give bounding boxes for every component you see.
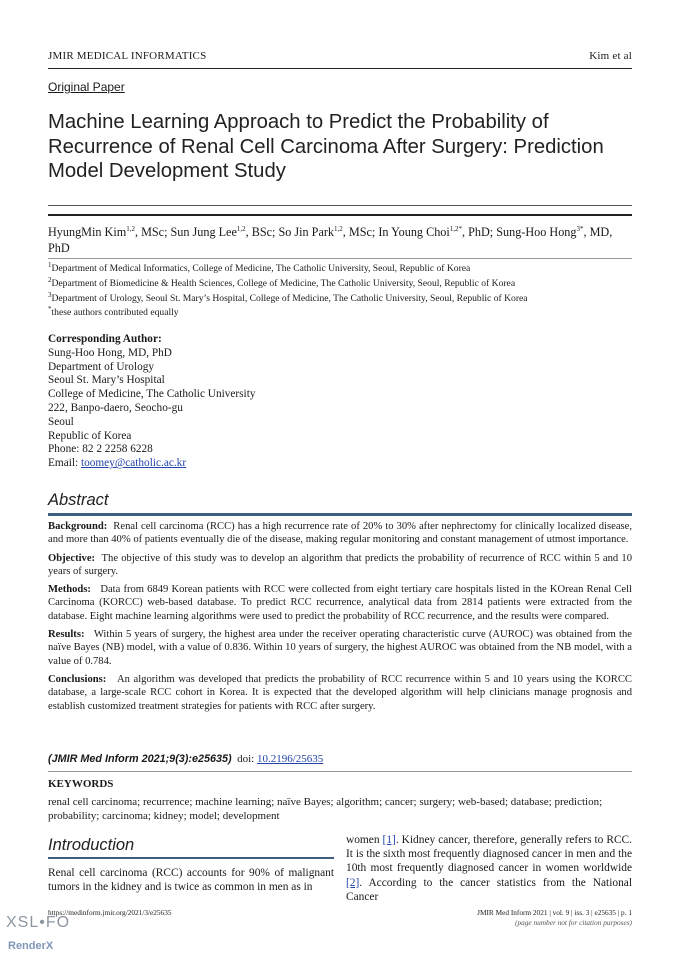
corresponding-author [48, 333, 255, 471]
renderx-watermark: RenderX [8, 940, 54, 952]
abstract-results: Results: Within 5 years of surgery, the highest area under the receiver operating characteristic curve (AUROC) was obtained from the naïve Bayes (NB) model, with a value of 0.836. Within 10 years of surgery, the highest AUROC was obtained from the NB model, with a value of 0.784. [48, 629, 632, 667]
corr-line: Sung-Hoo Hong, MD, PhD [48, 346, 172, 359]
reference-link[interactable]: [1] [382, 834, 396, 846]
abstract-background: Background: Renal cell carcinoma (RCC) has a high recurrence rate of 20% to 30% after nephrectomy for clinically localized disease, and more than 40% of patients eventually die of the disease, making regular monitoring and constant management of utmost importance. [48, 521, 632, 546]
intro-left-column: Renal cell carcinoma (RCC) accounts for 90% of malignant tumors in the kidney and is twice as common in men as in [48, 867, 334, 894]
author-list [48, 225, 634, 256]
article-type: Original Paper [48, 80, 125, 94]
affiliation: $^3$Department of Urology, Seoul St. Mary’s Hospital, College of Medicine, The Catholic University, Seoul, Republic of Korea [48, 290, 528, 304]
abstract-rule [48, 513, 632, 516]
corr-email-line: Email: toomey@catholic.ac.kr [48, 457, 187, 470]
corr-line: College of Medicine, The Catholic University [48, 388, 256, 401]
author: So Jin Park$^{1,2}$, MSc; [278, 224, 379, 239]
footer-note: (page number not for citation purposes) [515, 918, 632, 927]
title-rule-thin [48, 205, 632, 206]
header-rule [48, 68, 632, 69]
author-rule [48, 258, 632, 259]
citation-ref: (JMIR Med Inform 2021;9(3):e25635) [48, 753, 232, 765]
keywords-text: renal cell carcinoma; recurrence; machine learning; naïve Bayes; algorithm; cancer; surgery; web-based; database; prediction; probability; carcinoma; kidney; model; development [48, 796, 603, 822]
corresponding-heading: Corresponding Author: [48, 333, 162, 345]
affiliation: $^1$Department of Medical Informatics, College of Medicine, The Catholic University, Seoul, Republic of Korea [48, 260, 471, 274]
running-author: Kim et al [589, 50, 632, 62]
abstract-body [48, 520, 632, 718]
corr-line: Seoul St. Mary’s Hospital [48, 374, 165, 387]
author: Sun Jung Lee$^{1,2}$, BSc; [170, 224, 279, 239]
footer-pageinfo: JMIR Med Inform 2021 | vol. 9 | iss. 3 | e25635 | p. 1 [477, 908, 632, 917]
corr-line: Republic of Korea [48, 429, 132, 442]
footer-url: https://medinform.jmir.org/2021/3/e25635 [48, 908, 172, 917]
corr-line: 222, Banpo-daero, Seocho-gu [48, 401, 183, 414]
introduction-rule [48, 857, 334, 859]
abstract-heading: Abstract [48, 491, 109, 509]
citation: (JMIR Med Inform 2021;9(3):e25635) doi: 10.2196/25635 [48, 753, 324, 765]
abstract-conclusions: Conclusions: An algorithm was developed that predicts the probability of RCC recurrence within 5 and 10 years using the KORCC database, a large-scale RCC cohort in Korea. It is expected that the developed algorithm will help clinicians manage prognosis and establish customized treatment strategies for patients with RCC after surgery. [48, 673, 632, 712]
reference-link[interactable]: [2] [346, 876, 360, 889]
email-link[interactable]: toomey@catholic.ac.kr [80, 457, 187, 470]
intro-right-column: women [1]. Kidney cancer, therefore, generally refers to RCC. It is the sixth most frequently diagnosed cancer in men and the 10th most frequently diagnosed cancer in women worldwide [2]. According to the cancer statistics from the National Cancer [346, 834, 632, 903]
author: Sung-Hoo Hong$^{3*}$, MD, PhD [48, 224, 613, 255]
introduction-heading: Introduction [48, 836, 135, 854]
journal-header: JMIR MEDICAL INFORMATICS [48, 50, 207, 62]
title-rule [48, 214, 632, 216]
xslfo-watermark: XSL•FO [6, 914, 71, 931]
corr-line: Seoul [48, 415, 74, 428]
abstract-objective: Objective: The objective of this study was to develop an algorithm that predicts the probability of recurrence of RCC within 5 and 10 years of surgery. [48, 552, 633, 577]
affiliation: *these authors contributed equally [48, 304, 179, 318]
doi-link[interactable]: 10.2196/25635 [256, 753, 324, 765]
corr-line: Department of Urology [48, 360, 155, 373]
corr-line: Phone: 82 2 2258 6228 [48, 443, 153, 456]
abstract-methods: Methods: Data from 6849 Korean patients with RCC were collected from eight tertiary care hospitals listed in the KOrean Renal Cell Carcinoma (KORCC) web-based database. To predict RCC recurrence, analytical data from 2814 patients were extracted from the database. Eight machine learning algorithms were used to predict the probability of RCC recurrence, and the results were compared. [48, 584, 632, 622]
paper-title: Machine Learning Approach to Predict the Probability of Recurrence of Renal Cell Carcinoma After Surgery: Prediction Model Development Study [48, 111, 604, 182]
citation-rule [48, 771, 632, 772]
author: HyungMin Kim$^{1,2}$, MSc; [48, 224, 171, 239]
keywords-heading: KEYWORDS [48, 778, 114, 790]
author: In Young Choi$^{1,2*}$, PhD; [378, 224, 497, 239]
affiliation: $^2$Department of Biomedicine & Health Sciences, College of Medicine, The Catholic University, Seoul, Republic of Korea [48, 275, 516, 289]
